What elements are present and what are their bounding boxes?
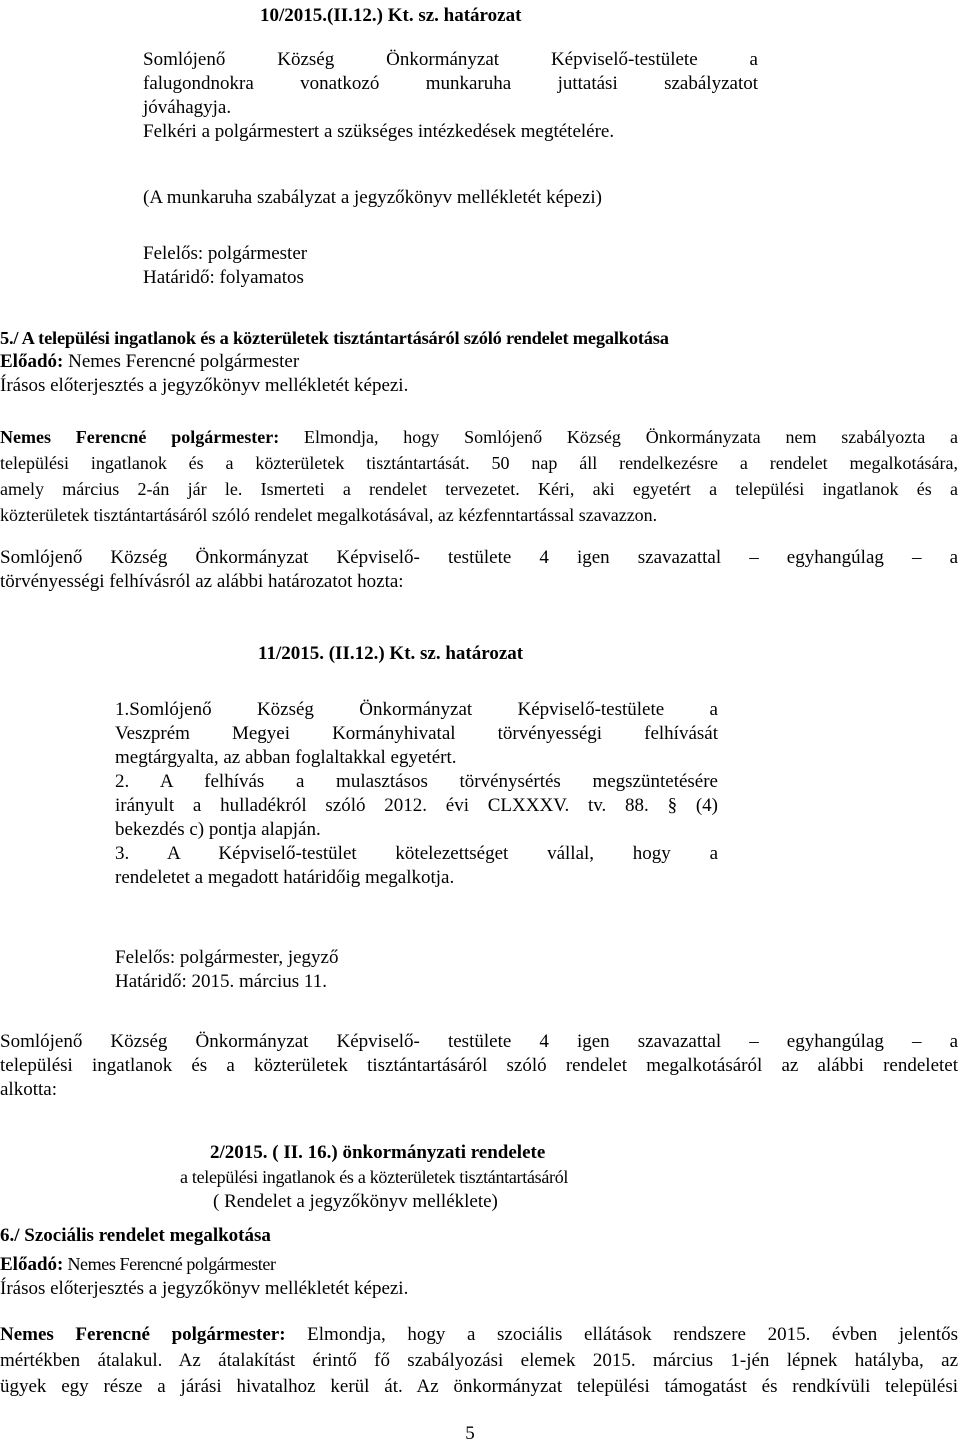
item-5-presenter bbox=[0, 350, 960, 398]
item-5-speech-line-4: közterületek tisztántartásáról szóló rendelet megalkotásával, az kézfenntartással szavazzon. bbox=[0, 505, 658, 525]
item-6-speech bbox=[0, 1322, 958, 1400]
resolution-11-body bbox=[115, 698, 718, 890]
resolution-11-line-2: Veszprém Megyei Kormányhivatal törvényességi felhívását bbox=[115, 723, 718, 744]
ordinance-subtitle: a települési ingatlanok és a közterületek tisztántartásáról bbox=[180, 1167, 569, 1187]
resolution-11-line-4: 2. A felhívás a mulasztásos törvénysértés megszüntetésére bbox=[115, 771, 718, 792]
resolution-11-line-8: rendeletet a megadott határidőig megalkotja. bbox=[115, 867, 455, 888]
item-5-vote-line-1: Somlójenő Község Önkormányzat Képviselő- testülete 4 igen szavazattal – egyhangúlag – a bbox=[0, 547, 958, 568]
resolution-11-line-7: 3. A Képviselő-testület kötelezettséget vállal, hogy a bbox=[115, 843, 718, 864]
resolution-11-line-3: megtárgyalta, az abban foglaltakkal egyetért. bbox=[115, 747, 457, 768]
ordinance-title: 2/2015. ( II. 16.) önkormányzati rendelete bbox=[210, 1142, 546, 1163]
ordinance-vote-line-1: Somlójenő Község Önkormányzat Képviselő- testülete 4 igen szavazattal – egyhangúlag – a bbox=[0, 1031, 958, 1052]
item-5-vote bbox=[0, 546, 958, 594]
ordinance-vote-line-3: alkotta: bbox=[0, 1079, 57, 1100]
ordinance-vote-line-2: települési ingatlanok és a közterületek tisztántartásáról szóló rendelet megalkotásáról az alábbi rendeletet bbox=[0, 1055, 958, 1076]
item-6-speech-line-3: ügyek egy része a járási hivatalhoz kerül át. Az önkormányzat települési támogatást és rendkívüli települési bbox=[0, 1376, 958, 1397]
resolution-10-responsible: Felelős: polgármester bbox=[143, 243, 308, 264]
item-5-presenter-label: Előadó: bbox=[0, 351, 64, 372]
item-6-written-note: Írásos előterjesztés a jegyzőkönyv mellékletét képezi. bbox=[0, 1278, 409, 1299]
item-6-speech-line-2: mértékben átalakul. Az átalakítást érintő fő szabályozási elemek 2015. március 1-jén lépnek hatályba, az bbox=[0, 1350, 958, 1371]
page-number: 5 bbox=[465, 1423, 475, 1444]
resolution-10-line-1: Somlójenő Község Önkormányzat Képviselő-testülete a bbox=[143, 49, 758, 70]
item-6-presenter-name: Nemes Ferencné polgármester bbox=[63, 1254, 276, 1274]
resolution-10-line-3: jóváhagyja. bbox=[143, 97, 232, 118]
item-6-presenter bbox=[0, 1252, 960, 1301]
ordinance-note: ( Rendelet a jegyzőkönyv melléklete) bbox=[213, 1191, 498, 1212]
ordinance-vote bbox=[0, 1030, 958, 1102]
resolution-11-deadline: Határidő: 2015. március 11. bbox=[115, 971, 327, 992]
resolution-10-line-2: falugondnokra vonatkozó munkaruha juttatási szabályzatot bbox=[143, 73, 758, 94]
item-5-presenter-name: Nemes Ferencné polgármester bbox=[63, 351, 300, 372]
item-6-speech-line-1: Elmondja, hogy a szociális ellátások rendszere 2015. évben jelentős bbox=[285, 1324, 958, 1345]
resolution-10-deadline: Határidő: folyamatos bbox=[143, 267, 304, 288]
item-5-written-note: Írásos előterjesztés a jegyzőkönyv mellékletét képezi. bbox=[0, 375, 409, 396]
resolution-11-meta bbox=[115, 946, 515, 994]
item-5-speaker: Nemes Ferencné polgármester: bbox=[0, 427, 280, 447]
item-5-speech-line-1: Elmondja, hogy Somlójenő Község Önkormányzata nem szabályozta a bbox=[279, 427, 958, 447]
resolution-10-attachment-note: (A munkaruha szabályzat a jegyzőkönyv mellékletét képezi) bbox=[143, 187, 602, 208]
item-5-speech bbox=[0, 424, 958, 528]
resolution-11-line-5: irányult a hulladékról szóló 2012. évi CLXXXV. tv. 88. § (4) bbox=[115, 795, 718, 816]
resolution-11-title: 11/2015. (II.12.) Kt. sz. határozat bbox=[258, 643, 524, 664]
item-5-vote-line-2: törvényességi felhívásról az alábbi határozatot hozta: bbox=[0, 571, 404, 592]
item-6-speaker: Nemes Ferencné polgármester: bbox=[0, 1324, 286, 1345]
item-6-presenter-label: Előadó: bbox=[0, 1254, 64, 1275]
resolution-10-line-4: Felkéri a polgármestert a szükséges intézkedések megtételére. bbox=[143, 121, 615, 142]
resolution-11-responsible: Felelős: polgármester, jegyző bbox=[115, 947, 339, 968]
item-5-speech-line-3: amely március 2-án jár le. Ismerteti a rendelet tervezetet. Kéri, aki egyetért a települési ingatlanok és a bbox=[0, 479, 958, 499]
resolution-10-meta bbox=[143, 242, 543, 290]
item-6-heading: 6./ Szociális rendelet megalkotása bbox=[0, 1225, 271, 1246]
item-5-heading: 5./ A települési ingatlanok és a közterületek tisztántartásáról szóló rendelet megalkotása bbox=[0, 328, 669, 348]
resolution-11-line-6: bekezdés c) pontja alapján. bbox=[115, 819, 321, 840]
resolution-10-title: 10/2015.(II.12.) Kt. sz. határozat bbox=[260, 5, 522, 26]
resolution-10-body bbox=[143, 48, 758, 144]
resolution-11-line-1: 1.Somlójenő Község Önkormányzat Képviselő-testülete a bbox=[115, 699, 718, 720]
item-5-speech-line-2: települési ingatlanok és a közterületek tisztántartását. 50 nap áll rendelkezésre a rendelet megalkotására, bbox=[0, 453, 958, 473]
